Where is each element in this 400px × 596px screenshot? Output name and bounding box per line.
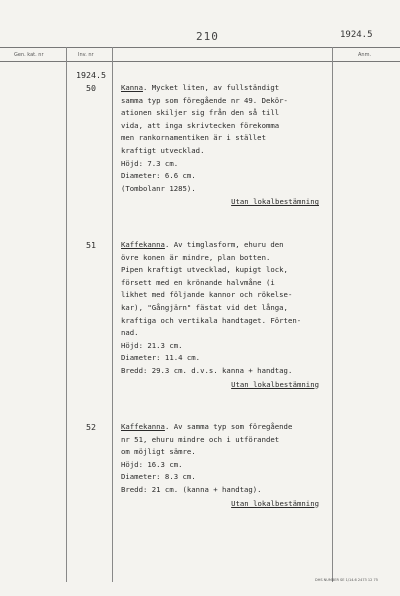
column-header-gen-kat-nr: Gen. kat. nr [14, 52, 44, 58]
entry-title: Kaffekanna [121, 422, 165, 431]
entry-number: 51 [86, 240, 96, 250]
header-rule-bottom [0, 61, 400, 62]
location-note: Utan lokalbestämning [231, 498, 319, 508]
header-rule-top [0, 47, 400, 48]
column-divider-2 [112, 47, 113, 582]
entry-number: 52 [86, 422, 96, 432]
year-label: 1924.5 [76, 70, 106, 80]
location-note: Utan lokalbestämning [231, 197, 319, 207]
entry-text: Kanna. Mycket liten, av fullständigt samma typ som föregående nr 49. Dekör- ationen skiljer sig från den så till vida, att inga skrivtecken förekomma men rankornamentiken är i stället kraftigt utvecklad. Höjd: 7.3 cm. Diameter: 6.6 cm. (Tombolanr 1285). Utan lokalbestämning [121, 82, 331, 209]
entry-number: 50 [86, 83, 96, 93]
location-note: Utan lokalbestämning [231, 379, 319, 389]
entry-text: Kaffekanna. Av timglasform, ehuru den övre konen är mindre, plan botten. Pipen kraftigt utvecklad, kupigt lock, försett med en krönande halvmåne (i likhet med följande kannor och rökelse- kar), "Gångjärn" fästat vid det långa, kraftiga och vertikala handtaget. Förten- nad. Höjd: 21.3 cm. Diameter: 11.4 cm. Bredd: 29.3 cm. d.v.s. kanna + handtag. Utan lokalbestämning [121, 239, 331, 391]
accession-year: 1924.5 [340, 30, 373, 40]
column-header-anm: Anm. [358, 52, 372, 58]
page-number: 210 [196, 30, 219, 43]
form-footer: DHS NUMBER SE 1/14.6 2473 12 75 [315, 578, 378, 582]
column-divider-1 [66, 47, 67, 582]
entry-title: Kaffekanna [121, 240, 165, 249]
entry-text: Kaffekanna. Av samma typ som föregående nr 51, ehuru mindre och i utförandet om möjligt sämre. Höjd: 16.3 cm. Diameter: 8.3 cm. Bredd: 21 cm. (kanna + handtag). Utan lokalbestämning [121, 421, 331, 510]
column-header-inv-nr: Inv. nr [78, 52, 94, 58]
column-divider-3 [332, 47, 333, 582]
entry-title: Kanna [121, 83, 143, 92]
